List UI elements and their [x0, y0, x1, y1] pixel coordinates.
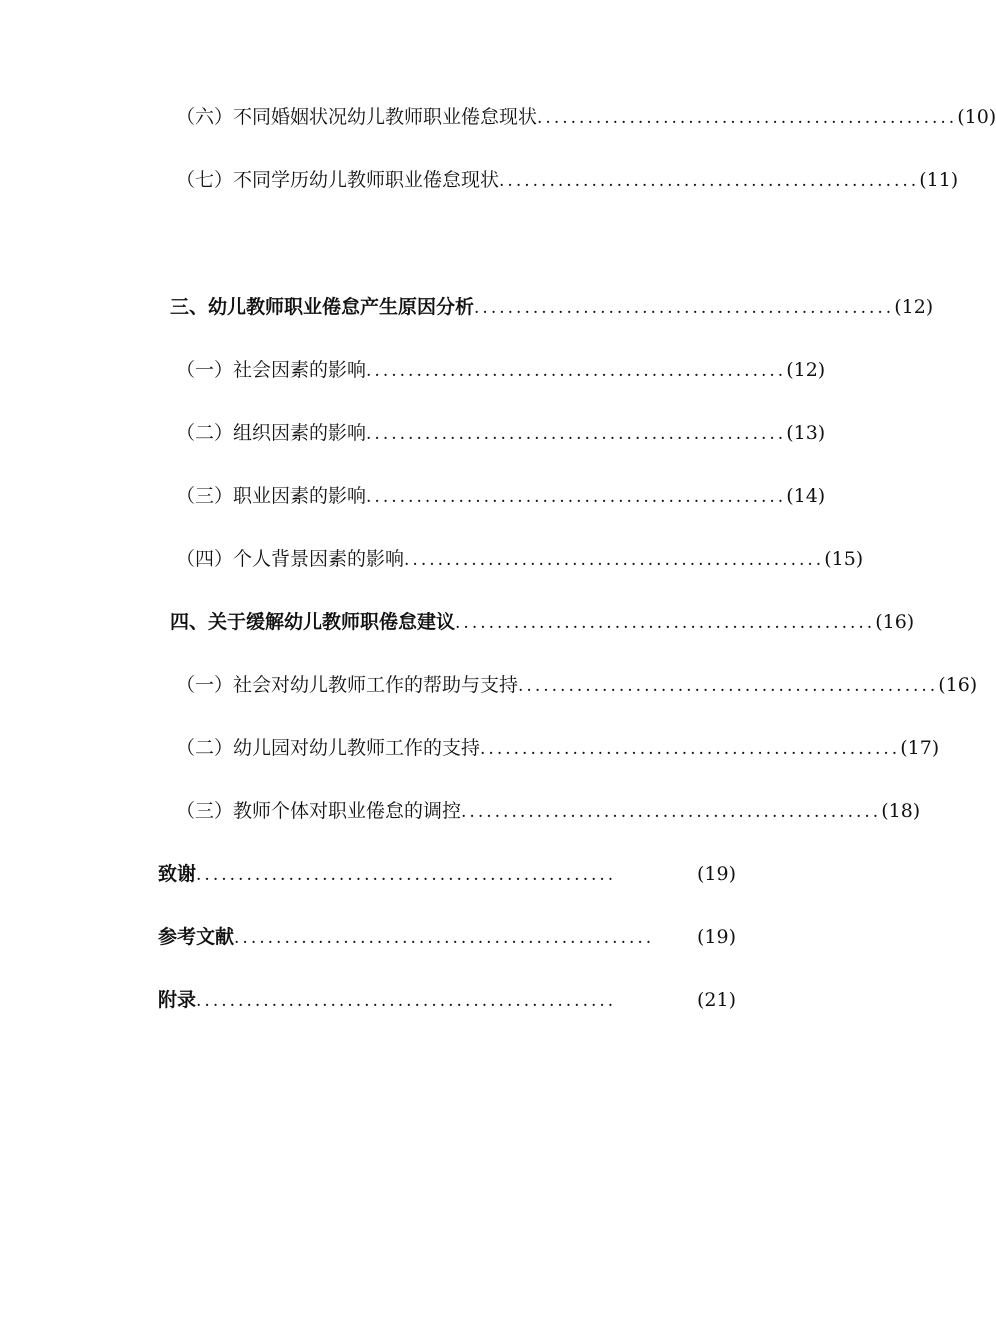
- toc-entry-label: （三）教师个体对职业倦怠的调控: [176, 800, 462, 822]
- toc-leader-dots: ..................................................: [474, 298, 895, 318]
- toc-section-label: 附录: [158, 989, 197, 1011]
- toc-leader-dots: ..................................................: [455, 613, 876, 633]
- toc-section-label: 致谢: [158, 863, 197, 885]
- toc-entry[interactable]: [176, 670, 978, 700]
- toc-section-label: 三、幼儿教师职业倦怠产生原因分析: [170, 296, 475, 318]
- toc-leader-dots: ..................................................: [518, 676, 939, 696]
- toc-section-entry[interactable]: [170, 292, 934, 322]
- toc-entry[interactable]: [176, 796, 921, 826]
- toc-page-number: (16): [938, 674, 978, 696]
- toc-entry[interactable]: [176, 165, 959, 195]
- toc-page-number: (17): [900, 737, 940, 759]
- toc-entry-label: （一）社会对幼儿教师工作的帮助与支持: [176, 674, 519, 696]
- toc-leader-dots: ..................................................: [366, 361, 787, 381]
- toc-entry-label: （三）职业因素的影响: [176, 485, 367, 507]
- toc-page-number: (11): [919, 169, 959, 191]
- toc-entry-label: （二）组织因素的影响: [176, 422, 367, 444]
- toc-section-entry[interactable]: [158, 922, 736, 952]
- toc-entry[interactable]: [176, 355, 826, 385]
- toc-leader-dots: ..................................................: [234, 928, 655, 948]
- toc-leader-dots: ..................................................: [499, 171, 920, 191]
- toc-section-entry[interactable]: [170, 607, 915, 637]
- toc-page-number: (18): [881, 800, 921, 822]
- toc-leader-dots: ..................................................: [196, 991, 617, 1011]
- toc-page-number: (21): [696, 989, 736, 1011]
- toc-entry[interactable]: [176, 481, 826, 511]
- toc-entry[interactable]: [176, 544, 864, 574]
- toc-page-number: (13): [786, 422, 826, 444]
- toc-entry[interactable]: [176, 102, 996, 132]
- toc-section-label: 参考文献: [158, 926, 235, 948]
- toc-page-number: (12): [894, 296, 934, 318]
- toc-leader-dots: ..................................................: [366, 424, 787, 444]
- toc-section-entry[interactable]: [158, 985, 736, 1015]
- toc-entry-label: （七）不同学历幼儿教师职业倦怠现状: [176, 169, 500, 191]
- toc-page-number: (10): [957, 106, 996, 128]
- toc-leader-dots: ..................................................: [461, 802, 882, 822]
- toc-entry-label: （四）个人背景因素的影响: [176, 548, 405, 570]
- toc-entry-label: （一）社会因素的影响: [176, 359, 367, 381]
- toc-page-number: (12): [786, 359, 826, 381]
- toc-entry[interactable]: [176, 418, 826, 448]
- toc-section-entry[interactable]: [158, 859, 736, 889]
- toc-entry-label: （二）幼儿园对幼儿教师工作的支持: [176, 737, 481, 759]
- toc-page-number: (15): [824, 548, 864, 570]
- toc-leader-dots: ..................................................: [480, 739, 901, 759]
- toc-leader-dots: ..................................................: [537, 108, 958, 128]
- toc-page-number: (19): [696, 863, 736, 885]
- toc-leader-dots: ..................................................: [366, 487, 787, 507]
- toc-page-number: (19): [696, 926, 736, 948]
- toc-leader-dots: ..................................................: [196, 865, 617, 885]
- toc-page-number: (16): [875, 611, 915, 633]
- toc-leader-dots: ..................................................: [404, 550, 825, 570]
- toc-entry[interactable]: [176, 733, 940, 763]
- toc-entry-label: （六）不同婚姻状况幼儿教师职业倦怠现状: [176, 106, 538, 128]
- toc-page-number: (14): [786, 485, 826, 507]
- toc-section-label: 四、关于缓解幼儿教师职倦怠建议: [170, 611, 456, 633]
